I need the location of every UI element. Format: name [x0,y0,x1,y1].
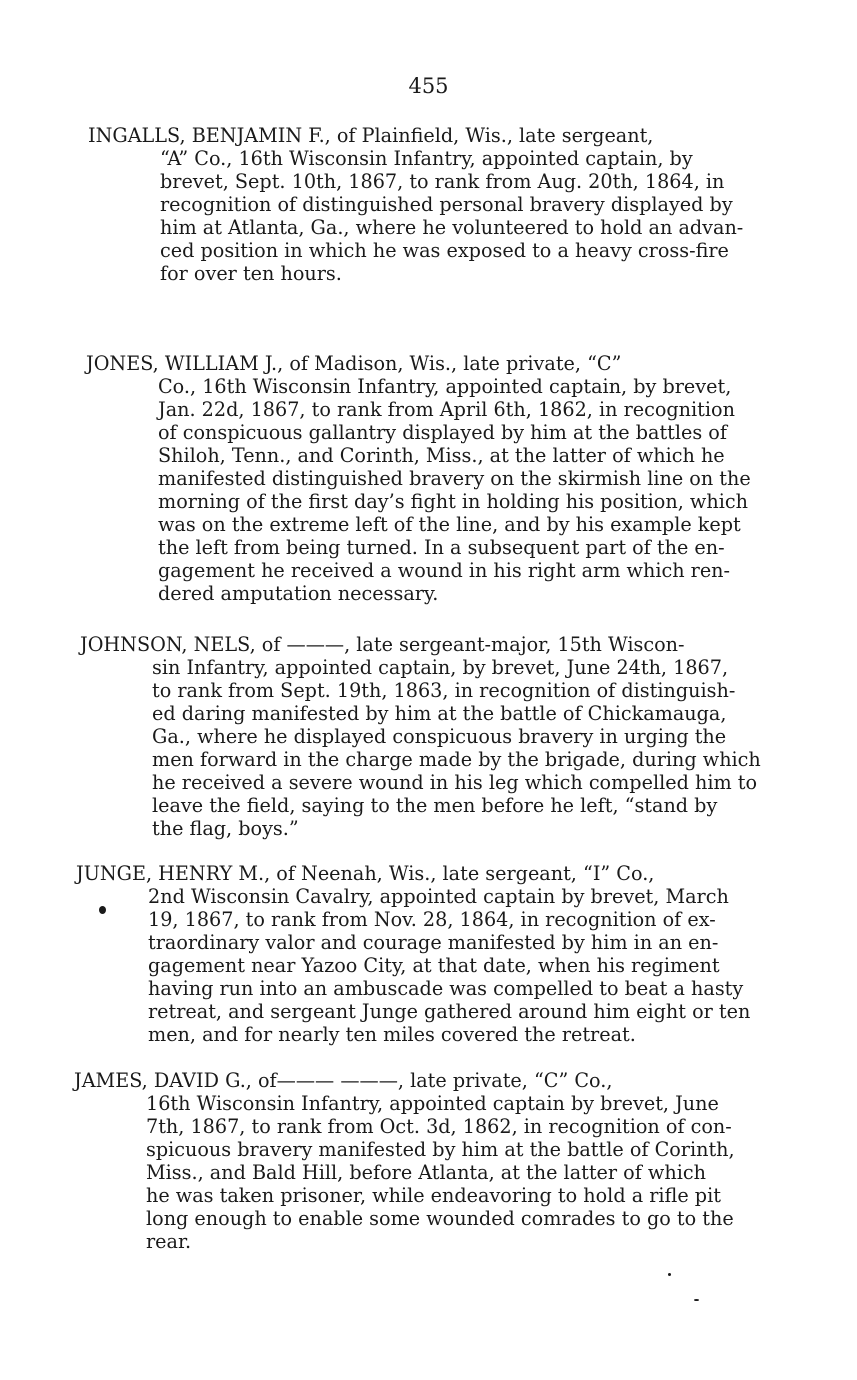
entry-line: manifested distinguished bravery on the skirmish line on the [158,467,751,490]
entry-line: Jan. 22d, 1867, to rank from April 6th, 1862, in recognition [158,398,735,421]
entry-ingalls [88,124,744,285]
entry-line: the flag, boys.” [152,817,299,840]
entry-line: him at Atlanta, Ga., where he volunteered to hold an advan- [160,216,744,239]
entry-line: Miss., and Bald Hill, before Atlanta, at the latter of which [146,1161,706,1184]
entry-line: retreat, and sergeant Junge gathered around him eight or ten [148,1000,751,1023]
entry-line: he received a severe wound in his leg which compelled him to [152,771,758,794]
entry-line: JONES, WILLIAM J., of Madison, Wis., late private, “C” [86,352,622,375]
entry-line: morning of the first day’s fight in holding his position, which [158,490,748,513]
entry-line: for over ten hours. [160,262,342,285]
entry-line: spicuous bravery manifested by him at the battle of Corinth, [146,1138,735,1161]
entry-line: Ga., where he displayed conspicuous bravery in urging the [152,725,727,748]
entry-line: JOHNSON, NELS, of ———, late sergeant-major, 15th Wiscon- [80,633,685,656]
entry-line: long enough to enable some wounded comrades to go to the [146,1207,734,1230]
entry-line: JAMES, DAVID G., of——— ———, late private, “C” Co., [74,1069,613,1092]
entry-line: gagement near Yazoo City, at that date, when his regiment [148,954,720,977]
entry-line: 19, 1867, to rank from Nov. 28, 1864, in recognition of ex- [148,908,716,931]
entry-line: having run into an ambuscade was compelled to beat a hasty [148,977,744,1000]
entry-line: 16th Wisconsin Infantry, appointed captain by brevet, June [146,1092,719,1115]
entry-line: Co., 16th Wisconsin Infantry, appointed captain, by brevet, [158,375,732,398]
entry-line: rear. [146,1230,192,1253]
ink-speck [694,1299,699,1301]
entry-line: gagement he received a wound in his right arm which ren- [158,559,731,582]
ink-blot [99,906,106,914]
entry-line: to rank from Sept. 19th, 1863, in recognition of distinguish- [152,679,736,702]
entry-line: recognition of distinguished personal bravery displayed by [160,193,733,216]
entry-jones [86,352,751,605]
entry-line: ed daring manifested by him at the battle of Chickamauga, [152,702,727,725]
ink-speck [668,1273,671,1276]
entry-james [74,1069,735,1253]
entry-line: the left from being turned. In a subsequent part of the en- [158,536,725,559]
entry-line: sin Infantry, appointed captain, by brevet, June 24th, 1867, [152,656,729,679]
entry-junge [76,862,751,1046]
entry-line: leave the field, saying to the men before he left, “stand by [152,794,718,817]
entry-line: 2nd Wisconsin Cavalry, appointed captain by brevet, March [148,885,729,908]
entry-johnson [80,633,761,840]
entry-line: traordinary valor and courage manifested by him in an en- [148,931,719,954]
entry-line: men forward in the charge made by the brigade, during which [152,748,761,771]
entry-line: “A” Co., 16th Wisconsin Infantry, appointed captain, by [160,147,693,170]
entry-line: ced position in which he was exposed to a heavy cross-fire [160,239,729,262]
entry-line: was on the extreme left of the line, and by his example kept [158,513,741,536]
entry-line: brevet, Sept. 10th, 1867, to rank from Aug. 20th, 1864, in [160,170,725,193]
entry-line: men, and for nearly ten miles covered the retreat. [148,1023,636,1046]
entry-line: JUNGE, HENRY M., of Neenah, Wis., late sergeant, “I” Co., [76,862,655,885]
entry-line: 7th, 1867, to rank from Oct. 3d, 1862, in recognition of con- [146,1115,732,1138]
entry-line: he was taken prisoner, while endeavoring to hold a rifle pit [146,1184,721,1207]
page-number: 455 [408,74,449,98]
entry-line: dered amputation necessary. [158,582,439,605]
entry-line: of conspicuous gallantry displayed by him at the battles of [158,421,727,444]
entry-line: INGALLS, BENJAMIN F., of Plainfield, Wis., late sergeant, [88,124,654,147]
entry-line: Shiloh, Tenn., and Corinth, Miss., at the latter of which he [158,444,725,467]
